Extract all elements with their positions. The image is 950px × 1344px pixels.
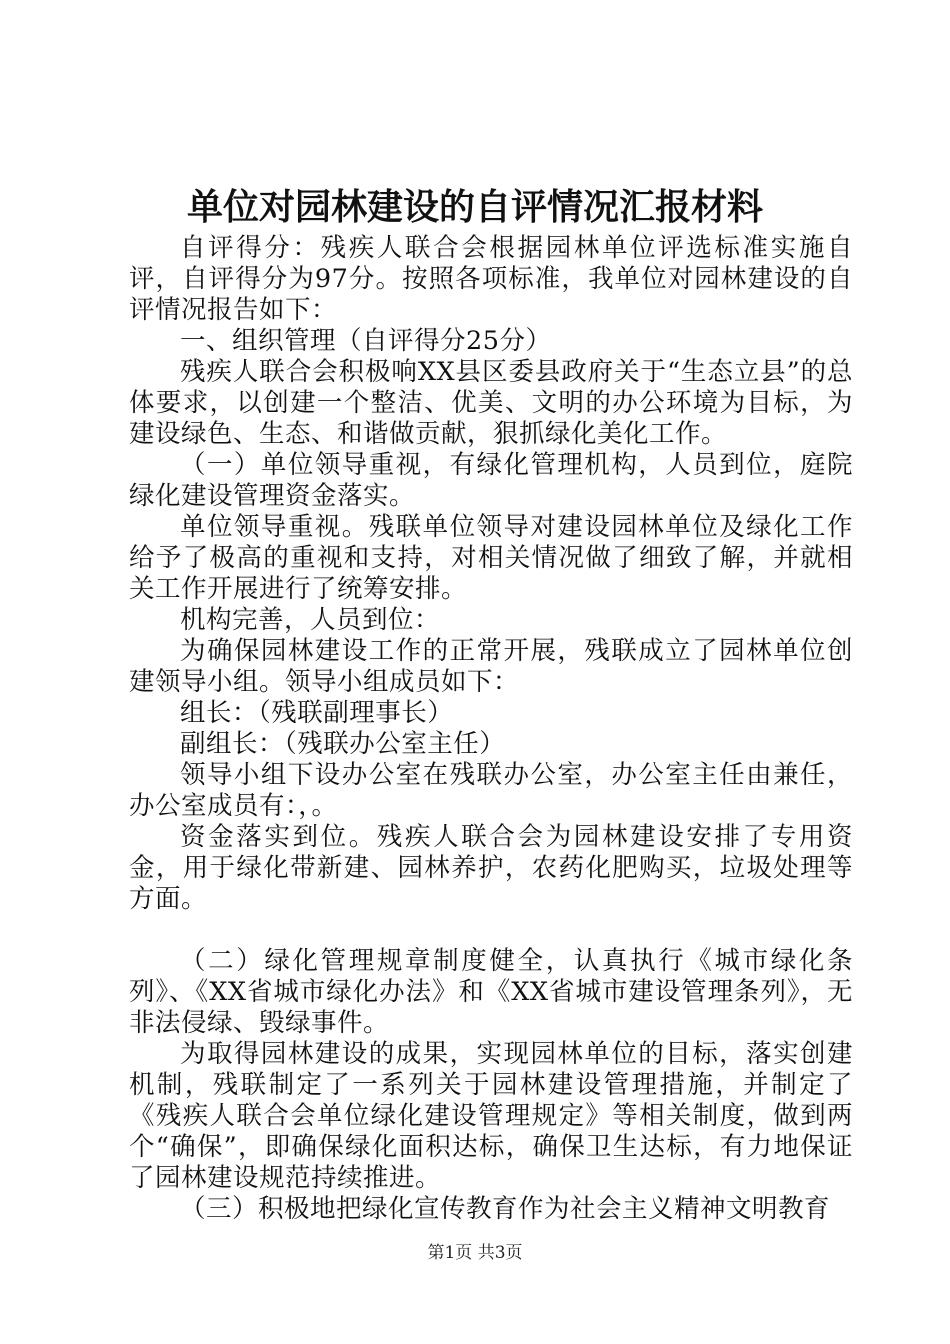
paragraph-group-leader: 组长：（残联副理事长） — [180, 698, 454, 728]
paragraph-organization-complete: 机构完善，人员到位： — [180, 605, 441, 635]
paragraph-management-measures: 为取得园林建设的成果，实现园林单位的目标，落实创建机制，残联制定了一系列关于园林建设管理措施，并制定了《残疾人联合会单位绿化建设管理规定》等相关制度，做到两个“确保”，即确保绿化面积达标，确保卫生达标，有力地保证了园林建设规范持续推进。 — [129, 1039, 853, 1193]
paragraph-leadership-attention: 单位领导重视。残联单位领导对建设园林单位及绿化工作给予了极高的重视和支持，对相关情况做了细致了解，并就相关工作开展进行了统筹安排。 — [129, 512, 853, 604]
subheading-leadership: （一）单位领导重视，有绿化管理机构，人员到位，庭院绿化建设管理资金落实。 — [129, 450, 853, 511]
subheading-publicity-education: （三）积极地把绿化宣传教育作为社会主义精神文明教育 — [180, 1194, 831, 1224]
paragraph-deputy-leader: 副组长：（残联办公室主任） — [180, 729, 506, 759]
heading-organization-management: 一、组织管理（自评得分25分） — [180, 326, 552, 356]
paragraph-leading-group: 为确保园林建设工作的正常开展，残联成立了园林单位创建领导小组。领导小组成员如下： — [129, 636, 853, 697]
subheading-regulations: （二）绿化管理规章制度健全，认真执行《城市绿化条列》、《XX省城市绿化办法》和《XX省城市建设管理条列》，无非法侵绿、毁绿事件。 — [129, 946, 853, 1038]
paragraph-self-score: 自评得分：残疾人联合会根据园林单位评选标准实施自评，自评得分为97分。按照各项标准，我单位对园林建设的自评情况报告如下： — [129, 233, 853, 325]
paragraph-office-members: 领导小组下设办公室在残联办公室，办公室主任由兼任，办公室成员有：，。 — [129, 760, 853, 821]
document-title: 单位对园林建设的自评情况汇报材料 — [186, 186, 763, 228]
paragraph-overall-requirements: 残疾人联合会积极响XX县区委县政府关于“生态立县”的总体要求，以创建一个整洁、优美、文明的办公环境为目标，为建设绿色、生态、和谐做贡献，狠抓绿化美化工作。 — [129, 357, 853, 449]
page-footer: 第1页 共3页 — [427, 1243, 523, 1263]
paragraph-funding: 资金落实到位。残疾人联合会为园林建设安排了专用资金，用于绿化带新建、园林养护，农药化肥购买，垃圾处理等方面。 — [129, 822, 853, 914]
document-body — [129, 233, 853, 1225]
